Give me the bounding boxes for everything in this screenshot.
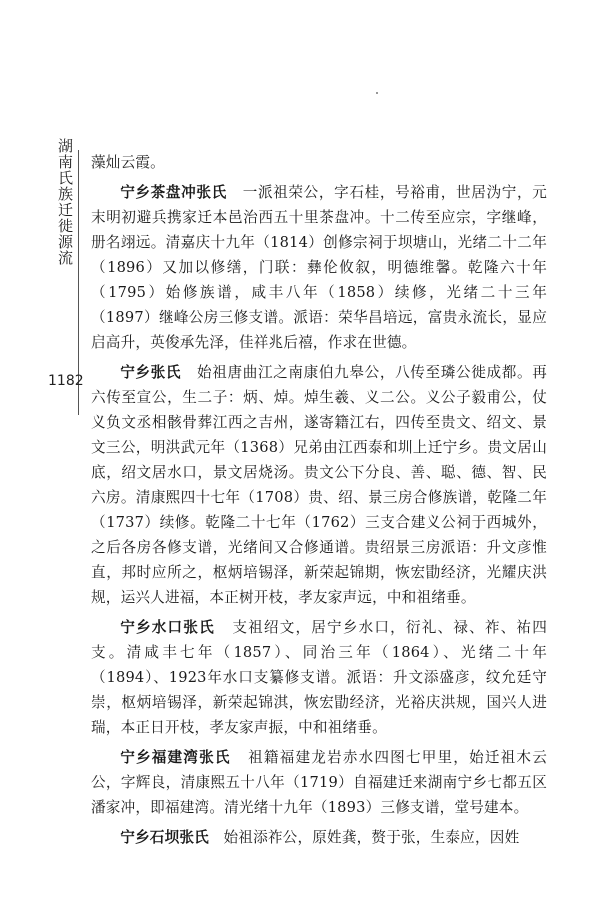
continuation-line: 藻灿云霞。 (91, 154, 165, 171)
entry-heading: 宁乡石坝张氏 (120, 829, 209, 846)
entry-heading: 宁乡福建湾张氏 (120, 749, 231, 766)
entry-paragraph (91, 825, 547, 850)
entry-text: 始祖添祚公，原姓龚，赘于张，生泰应，因姓 (223, 829, 520, 846)
entry-text: 祖籍福建龙岩赤水四图七甲里，始迁祖木云公，字辉良，清康熙五十八年（1719）自福建迁来湖南宁乡七都五区潘家冲，即福建湾。清光绪十九年（1893）三修支谱，堂号建本。 (91, 749, 547, 816)
entry-heading: 宁乡茶盘冲张氏 (120, 184, 227, 201)
entry-heading: 宁乡水口张氏 (120, 619, 215, 636)
entry-paragraph (91, 180, 547, 355)
entry-heading: 宁乡张氏 (120, 364, 182, 381)
entry-text: 一派祖荣公，字石桂，号裕甫，世居沩宁，元末明初避兵携家迁本邑治西五十里茶盘冲。十二传至应宗，字继峰，册名翊远。清嘉庆十九年（1814）创修宗祠于坝塘山，光绪二十二年（1896）又加以修缮，门联：彝伦攸叙，明德维馨。乾隆六十年（1795）始修族谱，咸丰八年（1858）续修，光绪二十三年（1897）继峰公房三修支谱。派语：荣华昌培远，富贵永流长，显应启高升，英俊承先泽，佳祥兆后禧，作求在世德。 (91, 184, 547, 351)
entry-text: 始祖唐曲江之南康伯九皋公，八传至璘公徙成都。再六传至宣公，生二子：炳、焯。焯生羲、义二公。义公子毅甫公，仗义负文丞相骸骨葬江西之吉州，遂寄籍江右，四传至贵文、绍文、景文三公，明洪武元年（1368）兄弟由江西泰和圳上迁宁乡。贵文居山底，绍文居水口，景文居烧汤。贵文公下分良、善、聪、德、智、民六房。清康熙四十七年（1708）贵、绍、景三房合修族谱，乾隆二年（1737）续修。乾隆二十七年（1762）三支合建义公祠于西城外，之后各房各修支谱，光绪间又合修通谱。贵绍景三房派语：升文彦惟直，邦时应所之，枢炳培锡泽，新荣起锦期，恢宏勖经济，光耀庆洪规，运兴人进福，本正树开枝，孝友家声远，中和祖绪垂。 (91, 364, 547, 606)
entry-paragraph (91, 615, 547, 740)
page-number: 1182 (48, 373, 84, 389)
entry-text: 支祖绍文，居宁乡水口，衍礼、禄、祚、祐四支。清咸丰七年（1857）、同治三年（1864）、光绪二十年（1894）、1923年水口支纂修支谱。派语：升文添盛彦，纹允廷守崇，枢炳培锡泽，新荣起锦淇，恢宏勖经济，光裕庆洪规，国兴人进瑞，本正日开枝，孝友家声振，中和祖绪垂。 (91, 619, 547, 736)
page-body (91, 150, 547, 850)
entry-paragraph (91, 745, 547, 820)
stray-dot (376, 92, 378, 94)
running-head-book-title: 湖南氏族迁徙源流 (58, 137, 74, 267)
entry-paragraph (91, 360, 547, 610)
